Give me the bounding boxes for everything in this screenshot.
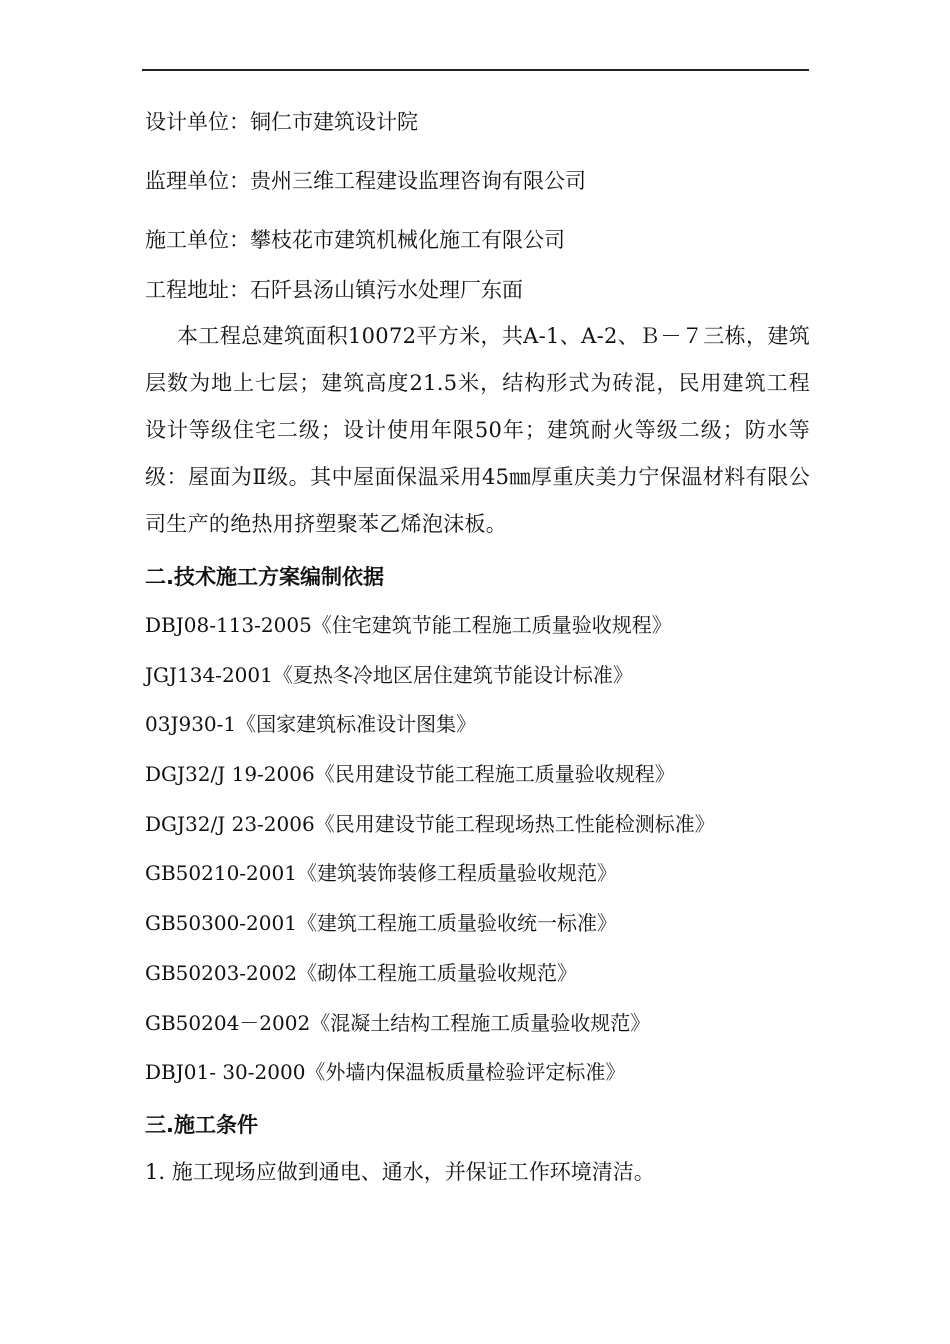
standard-item: JGJ134-2001《夏热冬冷地区居住建筑节能设计标准》 xyxy=(145,663,633,687)
header-rule xyxy=(142,69,809,71)
standard-item: GB50204－2002《混凝土结构工程施工质量验收规范》 xyxy=(145,1011,651,1035)
construction-unit-line: 施工单位：攀枝花市建筑机械化施工有限公司 xyxy=(145,228,565,252)
standard-item: DGJ32/J 19-2006《民用建设节能工程施工质量验收规程》 xyxy=(145,762,675,786)
supervision-unit-line: 监理单位：贵州三维工程建设监理咨询有限公司 xyxy=(145,169,586,193)
standard-item: 03J930-1《国家建筑标准设计图集》 xyxy=(145,712,477,736)
condition-item: 1. 施工现场应做到通电、通水，并保证工作环境清洁。 xyxy=(145,1160,655,1184)
standard-item: GB50203-2002《砌体工程施工质量验收规范》 xyxy=(145,961,577,985)
section2-heading: 二.技术施工方案编制依据 xyxy=(145,565,384,589)
standard-item: GB50210-2001《建筑装饰装修工程质量验收规范》 xyxy=(145,861,617,885)
section3-heading: 三.施工条件 xyxy=(145,1113,258,1137)
design-unit-line: 设计单位：铜仁市建筑设计院 xyxy=(145,110,418,134)
standard-item: DBJ01- 30-2000《外墙内保温板质量检验评定标准》 xyxy=(145,1060,626,1084)
address-line: 工程地址：石阡县汤山镇污水处理厂东面 xyxy=(145,278,523,302)
standard-item: DBJ08-113-2005《住宅建筑节能工程施工质量验收规程》 xyxy=(145,613,672,637)
standard-item: DGJ32/J 23-2006《民用建设节能工程现场热工性能检测标准》 xyxy=(145,812,715,836)
overview-paragraph: 本工程总建筑面积10072平方米，共A-1、A-2、Ｂ－７三栋，建筑层数为地上七层；建筑高度21.5米，结构形式为砖混，民用建筑工程设计等级住宅二级；设计使用年限50年；建筑耐火等级二级；防水等级：屋面为Ⅱ级。其中屋面保温采用45㎜厚重庆美力宁保温材料有限公司生产的绝热用挤塑聚苯乙烯泡沫板。 xyxy=(145,324,810,536)
standard-item: GB50300-2001《建筑工程施工质量验收统一标准》 xyxy=(145,911,617,935)
